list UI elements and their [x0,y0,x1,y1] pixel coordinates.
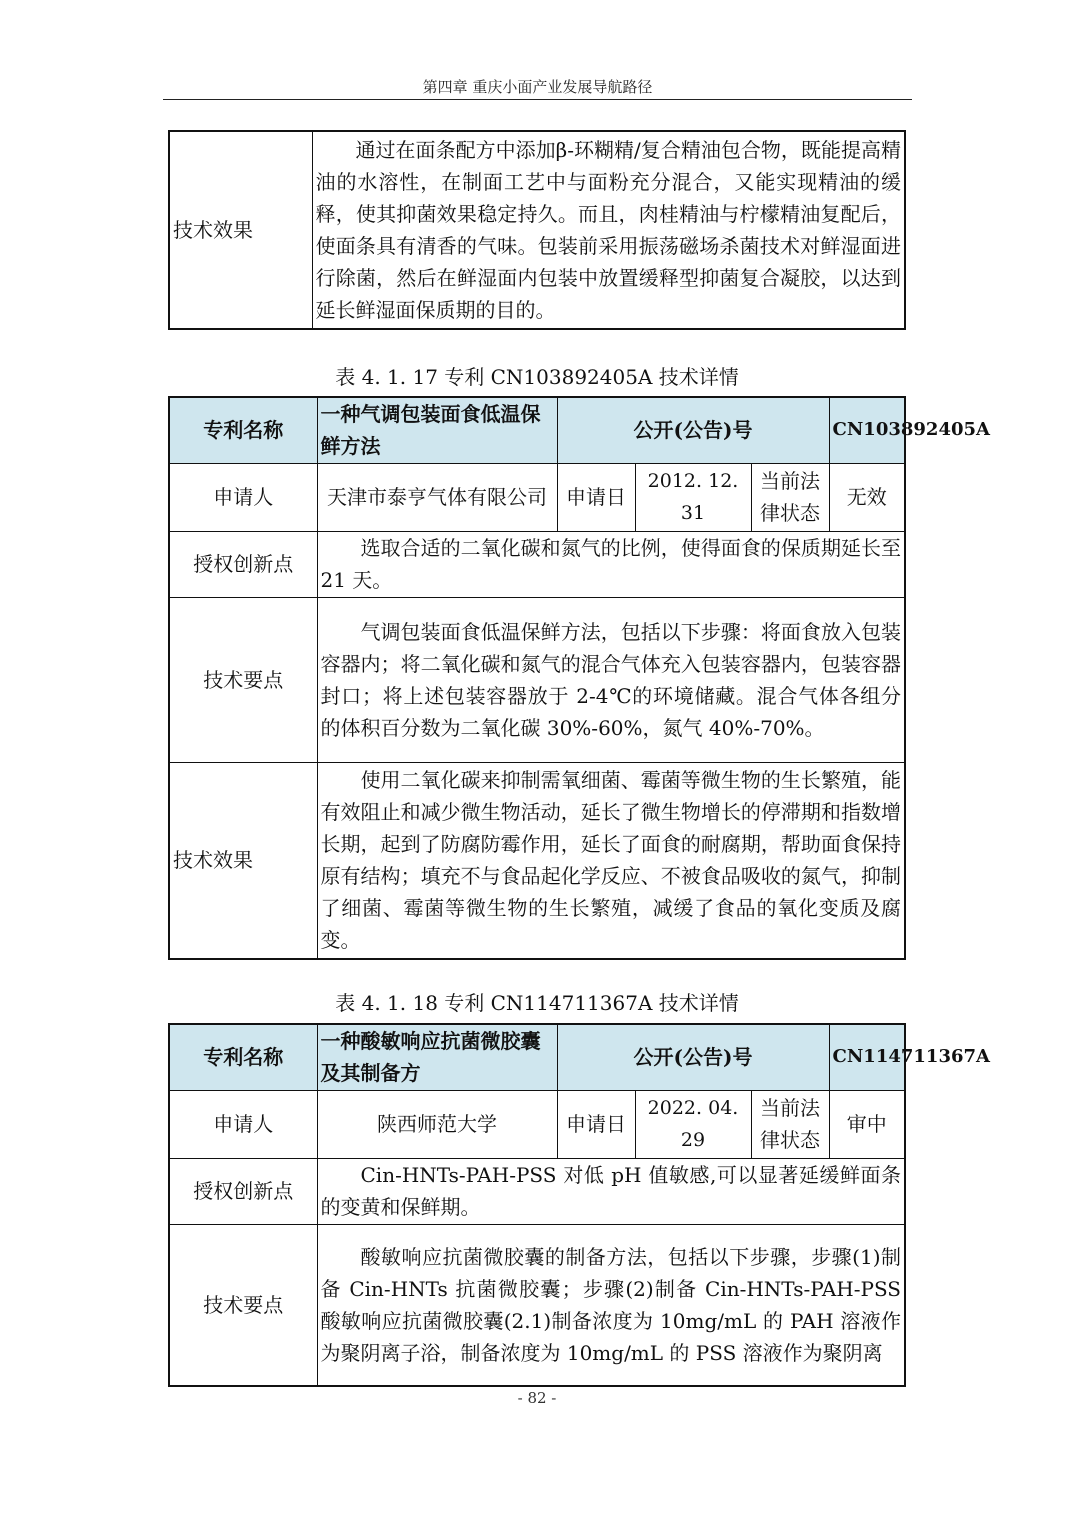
applicant: 天津市泰亨气体有限公司 [317,463,557,531]
legal-status-label: 当前法律状态 [751,463,829,531]
patent-name: 一种气调包装面食低温保鲜方法 [317,397,557,463]
pub-number: CN114711367A [829,1024,905,1090]
key-points-text: 酸敏响应抗菌微胶囊的制备方法，包括以下步骤，步骤(1)制备 Cin-HNTs 抗菌微胶囊；步骤(2)制备 Cin-HNTs-PAH-PSS 酸敏响应抗菌微胶囊(2.1)制备浓度为 10mg/mL 的 PAH 溶液作为聚阴离子浴，制备浓度为 10mg/mL 的 PSS 溶液作为聚阴离 [317,1224,905,1386]
patent-name-label: 专利名称 [169,1024,317,1090]
filing-date-label: 申请日 [557,463,635,531]
table-row [169,463,905,531]
patent-name: 一种酸敏响应抗菌微胶囊及其制备方 [317,1024,557,1090]
legal-status: 无效 [829,463,905,531]
table-top-continuation [168,130,906,330]
header-rule [163,99,912,100]
applicant: 陕西师范大学 [317,1090,557,1158]
table-row [169,531,905,597]
pub-number-label: 公开(公告)号 [557,1024,829,1090]
table-row [169,762,905,959]
innovation-label: 授权创新点 [169,1158,317,1224]
effect-text: 使用二氧化碳来抑制需氧细菌、霉菌等微生物的生长繁殖，能有效阻止和减少微生物活动，延长了微生物增长的停滞期和指数增长期，起到了防腐防霉作用，延长了面食的耐腐期，帮助面食保持原有结构；填充不与食品起化学反应、不被食品吸收的氮气，抑制了细菌、霉菌等微生物的生长繁殖，减缓了食品的氧化变质及腐变。 [317,762,905,959]
table-row [169,1090,905,1158]
table-caption-18: 表 4. 1. 18 专利 CN114711367A 技术详情 [335,991,739,1015]
patent-table-17 [168,396,990,960]
filing-date-label: 申请日 [557,1090,635,1158]
pub-number-label: 公开(公告)号 [557,397,829,463]
row-label-effect: 技术效果 [169,131,312,329]
innovation-label: 授权创新点 [169,531,317,597]
effect-label: 技术效果 [169,762,317,959]
innovation-text: 选取合适的二氧化碳和氮气的比例，使得面食的保质期延长至 21 天。 [317,531,905,597]
applicant-label: 申请人 [169,463,317,531]
page-number: - 82 - [517,1389,557,1407]
key-points-label: 技术要点 [169,1224,317,1386]
table-header-row [169,397,905,463]
table-header-row [169,1024,905,1090]
pub-number: CN103892405A [829,397,905,463]
legal-status: 审中 [829,1090,905,1158]
table-row [169,131,905,329]
applicant-label: 申请人 [169,1090,317,1158]
effect-text: 通过在面条配方中添加β-环糊精/复合精油包合物，既能提高精油的水溶性，在制面工艺中与面粉充分混合，又能实现精油的缓释，使其抑菌效果稳定持久。而且，肉桂精油与柠檬精油复配后，使面条具有清香的气味。包装前采用振荡磁场杀菌技术对鲜湿面进行除菌，然后在鲜湿面内包装中放置缓释型抑菌复合凝胶，以达到延长鲜湿面保质期的目的。 [312,131,905,329]
legal-status-label: 当前法律状态 [751,1090,829,1158]
patent-table-18 [168,1023,990,1387]
innovation-text: Cin-HNTs-PAH-PSS 对低 pH 值敏感,可以显著延缓鲜面条的变黄和保鲜期。 [317,1158,905,1224]
filing-date: 2022. 04. 29 [635,1090,751,1158]
table-caption-17: 表 4. 1. 17 专利 CN103892405A 技术详情 [335,365,739,389]
table-row [169,1224,905,1386]
key-points-label: 技术要点 [169,597,317,762]
key-points-text: 气调包装面食低温保鲜方法，包括以下步骤：将面食放入包装容器内；将二氧化碳和氮气的混合气体充入包装容器内，包装容器封口；将上述包装容器放于 2-4℃的环境储藏。混合气体各组分的体积百分数为二氧化碳 30%-60%，氮气 40%-70%。 [317,597,905,762]
patent-name-label: 专利名称 [169,397,317,463]
page-header: 第四章 重庆小面产业发展导航路径 [422,78,653,96]
filing-date: 2012. 12. 31 [635,463,751,531]
table-row [169,1158,905,1224]
table-row [169,597,905,762]
